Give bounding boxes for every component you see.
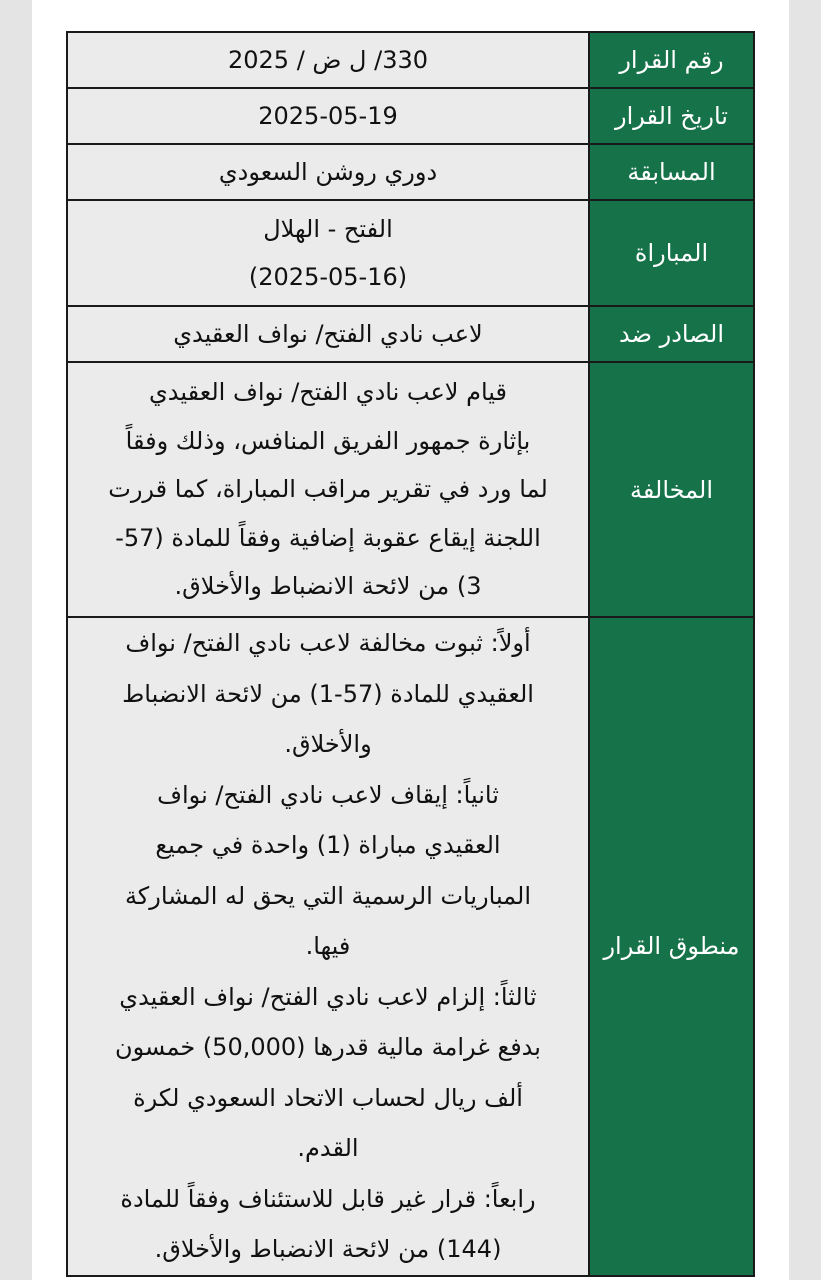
operative-line: (144) من لائحة الانضباط والأخلاق. xyxy=(154,1235,502,1263)
label-issued-against: الصادر ضد xyxy=(589,306,754,362)
decision-table xyxy=(66,31,755,1277)
row-issued-against xyxy=(67,306,754,362)
row-decision-date xyxy=(67,88,754,144)
row-match xyxy=(67,200,754,306)
operative-line: فيها. xyxy=(305,932,351,960)
label-decision-number: رقم القرار xyxy=(589,32,754,88)
operative-line: بدفع غرامة مالية قدرها (50,000) خمسون xyxy=(115,1033,541,1061)
violation-line: بإثارة جمهور الفريق المنافس، وذلك وفقاً xyxy=(125,426,531,455)
label-violation: المخالفة xyxy=(589,362,754,617)
value-match xyxy=(67,200,589,306)
value-decision-date: 2025-05-19 xyxy=(67,88,589,144)
operative-line: القدم. xyxy=(297,1134,359,1162)
operative-line: ألف ريال لحساب الاتحاد السعودي لكرة xyxy=(133,1083,523,1112)
operative-line: ثانياً: إيقاف لاعب نادي الفتح/ نواف xyxy=(157,780,499,809)
operative-line: المباريات الرسمية التي يحق له المشاركة xyxy=(124,881,532,910)
label-match: المباراة xyxy=(589,200,754,306)
value-operative-part xyxy=(67,617,589,1276)
value-competition: دوري روشن السعودي xyxy=(67,144,589,200)
label-decision-date: تاريخ القرار xyxy=(589,88,754,144)
document-page xyxy=(32,0,789,1280)
match-date: (2025-05-16) xyxy=(248,263,408,291)
row-competition xyxy=(67,144,754,200)
match-teams: الفتح - الهلال xyxy=(263,214,393,243)
operative-line: رابعاً: قرار غير قابل للاستئناف وفقاً للمادة xyxy=(120,1184,536,1213)
label-competition: المسابقة xyxy=(589,144,754,200)
value-issued-against: لاعب نادي الفتح/ نواف العقيدي xyxy=(67,306,589,362)
row-operative-part xyxy=(67,617,754,1276)
violation-line: لما ورد في تقرير مراقب المباراة، كما قررت xyxy=(108,475,548,504)
value-violation xyxy=(67,362,589,617)
label-operative-part: منطوق القرار xyxy=(589,617,754,1276)
operative-line: العقيدي مباراة (1) واحدة في جميع xyxy=(155,831,501,859)
row-decision-number xyxy=(67,32,754,88)
row-violation xyxy=(67,362,754,617)
violation-line: قيام لاعب نادي الفتح/ نواف العقيدي xyxy=(149,378,507,407)
operative-line: والأخلاق. xyxy=(284,730,372,758)
operative-line: العقيدي للمادة (57-1) من لائحة الانضباط xyxy=(122,679,534,708)
operative-line: ثالثاً: إلزام لاعب نادي الفتح/ نواف العقيدي xyxy=(119,982,537,1011)
violation-line: 3) من لائحة الانضباط والأخلاق. xyxy=(174,572,482,601)
violation-line: اللجنة إيقاع عقوبة إضافية وفقاً للمادة (57- xyxy=(115,523,541,552)
operative-line: أولاً: ثبوت مخالفة لاعب نادي الفتح/ نواف xyxy=(125,629,531,657)
value-decision-number: 330/ ل ض / 2025 xyxy=(67,32,589,88)
